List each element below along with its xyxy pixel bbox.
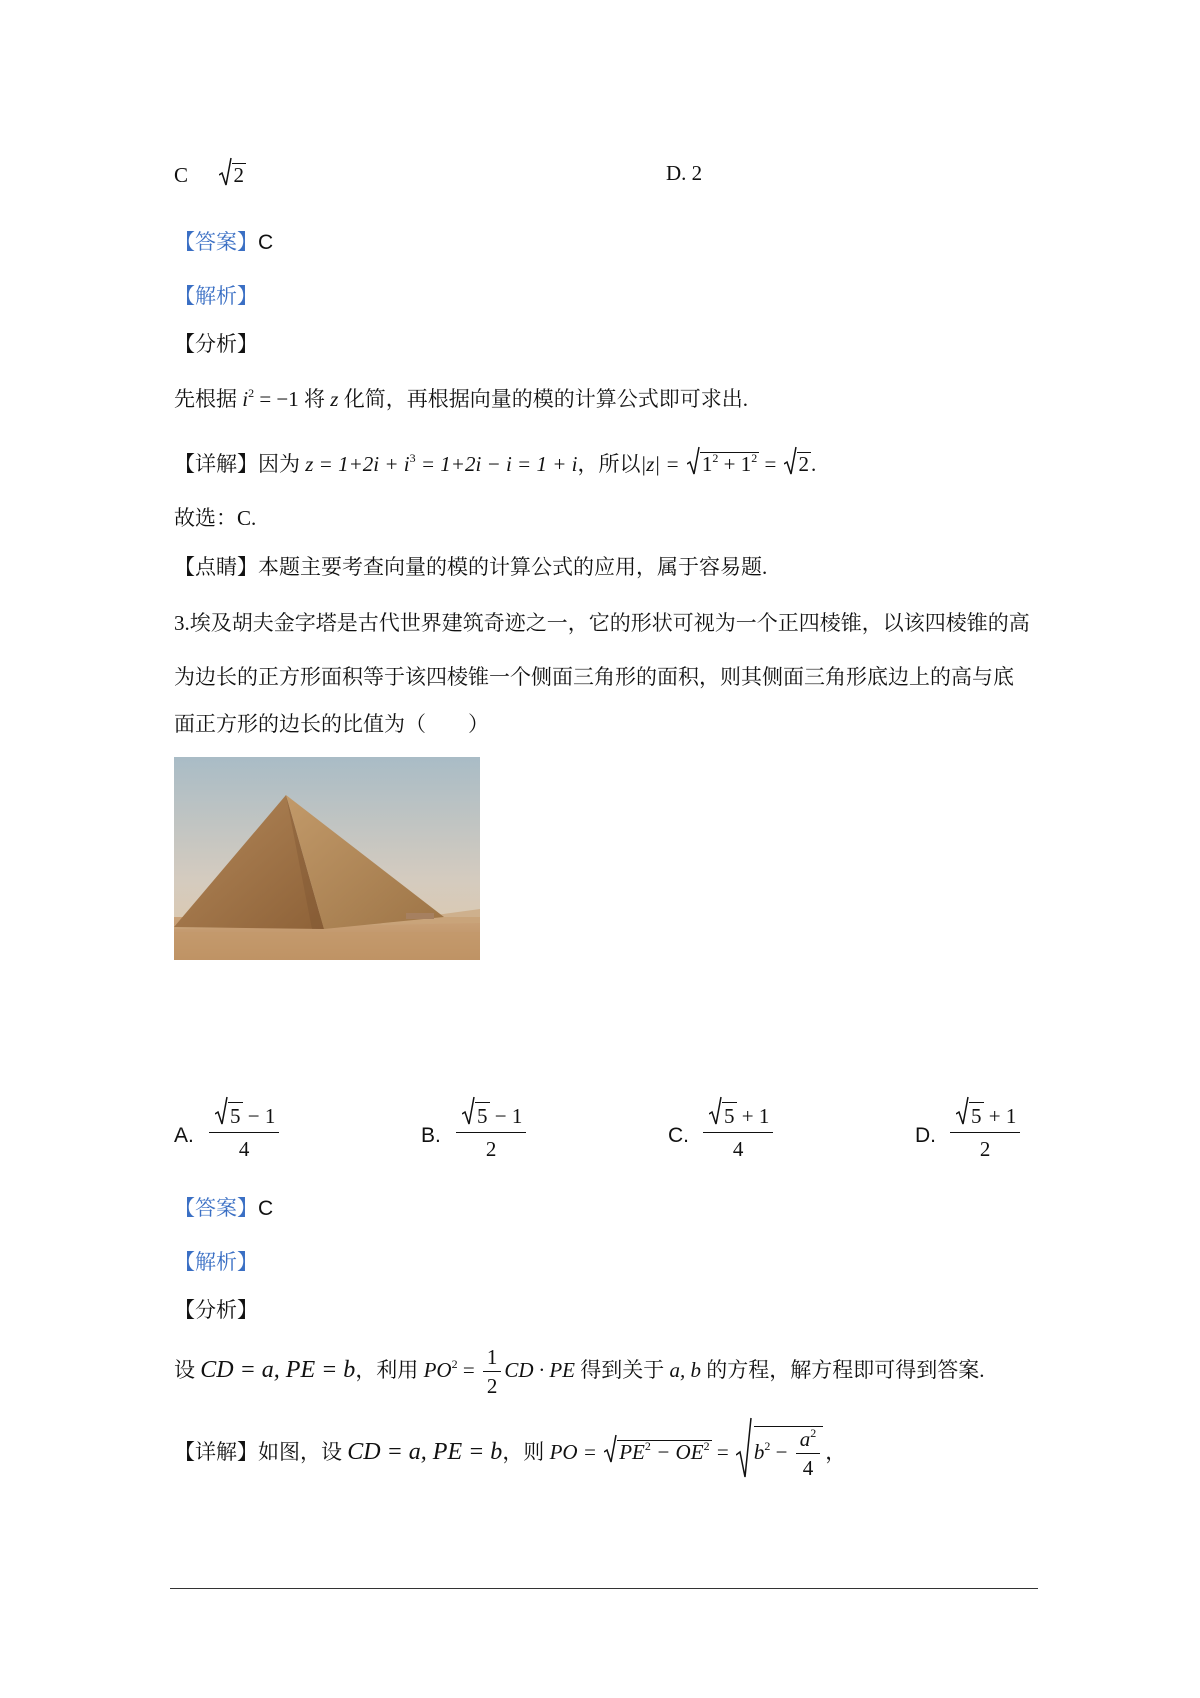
radical-sign-icon bbox=[687, 446, 700, 476]
sqrt-expression bbox=[736, 1426, 825, 1481]
pyramid-photo bbox=[174, 757, 480, 960]
sqrt-expression bbox=[687, 452, 759, 475]
text: . bbox=[811, 452, 817, 476]
radical-sign-icon bbox=[784, 446, 797, 476]
analysis-tag: 【解析】 bbox=[174, 1250, 258, 1274]
option-c bbox=[174, 163, 246, 186]
denominator: 2 bbox=[979, 1137, 991, 1161]
radical-sign-icon bbox=[709, 1096, 722, 1126]
math: + 1 bbox=[983, 1104, 1017, 1128]
radicand: 5 bbox=[971, 1104, 982, 1128]
answer-tag: 【答案】 bbox=[174, 230, 258, 254]
denominator: 2 bbox=[486, 1374, 498, 1398]
math: − OE bbox=[650, 1440, 704, 1464]
sqrt-expression bbox=[784, 452, 812, 475]
math: = bbox=[759, 452, 782, 476]
exponent: 2 bbox=[764, 1439, 771, 1453]
math: − bbox=[770, 1440, 793, 1464]
radical-sign-icon bbox=[462, 1096, 475, 1126]
radical-sign-icon bbox=[604, 1434, 617, 1464]
question-stem-line-3: 面正方形的边长的比值为（ ） bbox=[174, 712, 489, 736]
math: CD = a, PE = b bbox=[200, 1356, 356, 1383]
option-label: D. bbox=[915, 1124, 936, 1147]
question-stem-line-1: 3.埃及胡夫金字塔是古代世界建筑奇迹之一，它的形状可视为一个正四棱锥，以该四棱锥的高 bbox=[174, 611, 1030, 635]
text: 如图，设 bbox=[258, 1440, 348, 1464]
fraction bbox=[209, 1102, 279, 1162]
math: − 1 bbox=[242, 1104, 276, 1128]
text: 先根据 bbox=[174, 387, 237, 411]
math: PO = bbox=[549, 1440, 603, 1464]
comment-tag: 【点睛】 bbox=[174, 555, 258, 579]
question-stem-line-2: 为边长的正方形面积等于该四棱锥一个侧面三角形的面积，则其侧面三角形底边上的高与底 bbox=[174, 665, 1014, 689]
fraction bbox=[483, 1347, 502, 1397]
math: |z| = bbox=[640, 452, 685, 476]
radicand: 5 bbox=[477, 1104, 488, 1128]
text: 化简，再根据向量的模的计算公式即可求出. bbox=[338, 387, 748, 411]
math: z = 1+2i + i bbox=[305, 452, 410, 476]
sqrt-expression bbox=[604, 1440, 711, 1463]
math: = −1 bbox=[254, 387, 299, 411]
conclusion: 故选：C. bbox=[174, 506, 257, 530]
math: = 1+2i − i = 1 + i bbox=[415, 452, 578, 476]
text: 因为 bbox=[258, 452, 300, 476]
denominator: 4 bbox=[238, 1137, 250, 1161]
fenxi-tag: 【分析】 bbox=[174, 1298, 258, 1322]
answer-value: C bbox=[258, 1197, 274, 1220]
numerator: 1 bbox=[483, 1347, 502, 1372]
numerator: a bbox=[799, 1427, 811, 1452]
footer-divider bbox=[170, 1588, 1038, 1589]
math: CD = a, PE = b bbox=[347, 1439, 503, 1465]
math: PE bbox=[619, 1440, 645, 1464]
math: = bbox=[457, 1357, 480, 1382]
fenxi-tag: 【分析】 bbox=[174, 332, 258, 356]
denominator: 4 bbox=[732, 1137, 744, 1161]
math: + 1 bbox=[718, 452, 752, 476]
detail-tag: 【详解】 bbox=[174, 1440, 258, 1464]
radical-sign-icon bbox=[215, 1096, 228, 1126]
fraction bbox=[456, 1102, 526, 1162]
fraction bbox=[950, 1102, 1020, 1162]
sqrt-expression bbox=[219, 163, 247, 186]
radical-sign-icon bbox=[956, 1096, 969, 1126]
exponent: 2 bbox=[810, 1426, 817, 1441]
exponent: 2 bbox=[644, 1439, 651, 1453]
text: ，所以 bbox=[577, 452, 641, 476]
denominator: 2 bbox=[485, 1137, 497, 1161]
fenxi-text bbox=[174, 386, 748, 411]
analysis-tag: 【解析】 bbox=[174, 284, 258, 308]
exponent: 2 bbox=[751, 451, 758, 465]
option-d: D. 2 bbox=[666, 161, 703, 185]
math: z bbox=[330, 387, 339, 411]
math: b bbox=[753, 1440, 765, 1464]
text: ，利用 bbox=[355, 1357, 424, 1382]
fraction bbox=[703, 1102, 773, 1162]
text: ， bbox=[825, 1440, 847, 1464]
answer-tag: 【答案】 bbox=[174, 1196, 258, 1220]
math: + 1 bbox=[736, 1104, 770, 1128]
exponent: 2 bbox=[451, 1356, 458, 1371]
radical-sign-icon bbox=[736, 1417, 752, 1479]
detail-line bbox=[174, 1426, 847, 1481]
math: i bbox=[242, 387, 249, 411]
exponent: 2 bbox=[712, 451, 719, 465]
math: PO bbox=[423, 1357, 452, 1382]
text: 的方程，解方程即可得到答案. bbox=[700, 1357, 985, 1382]
exponent: 2 bbox=[703, 1439, 710, 1453]
math: CD · PE bbox=[504, 1357, 575, 1382]
comment-line bbox=[174, 557, 767, 578]
math: = bbox=[711, 1440, 734, 1464]
option-label: B. bbox=[421, 1124, 441, 1147]
text: ，则 bbox=[502, 1440, 550, 1464]
radicand: 5 bbox=[724, 1104, 735, 1128]
radical-sign-icon bbox=[219, 157, 232, 187]
detail-tag: 【详解】 bbox=[174, 452, 258, 476]
answer-line bbox=[174, 232, 273, 253]
option-label: C bbox=[174, 163, 189, 187]
answer-value: C bbox=[258, 231, 274, 254]
radicand: 2 bbox=[798, 452, 810, 476]
denominator: 4 bbox=[802, 1456, 814, 1481]
radicand: 5 bbox=[230, 1104, 241, 1128]
text: 设 bbox=[174, 1357, 201, 1382]
fenxi-text bbox=[174, 1347, 984, 1397]
option-label: C. bbox=[668, 1124, 689, 1147]
fraction bbox=[796, 1426, 821, 1481]
radicand: 2 bbox=[233, 163, 245, 187]
math: 1 bbox=[701, 452, 713, 476]
option-label: A. bbox=[174, 1124, 194, 1147]
exponent: 3 bbox=[409, 451, 416, 465]
math: − 1 bbox=[489, 1104, 523, 1128]
detail-line bbox=[174, 452, 816, 475]
math: a, b bbox=[669, 1357, 701, 1382]
text: 将 bbox=[298, 387, 331, 411]
text: 得到关于 bbox=[574, 1357, 670, 1382]
answer-line bbox=[174, 1198, 273, 1219]
text: 本题主要考查向量的模的计算公式的应用，属于容易题. bbox=[258, 555, 768, 579]
exponent: 2 bbox=[248, 386, 255, 400]
